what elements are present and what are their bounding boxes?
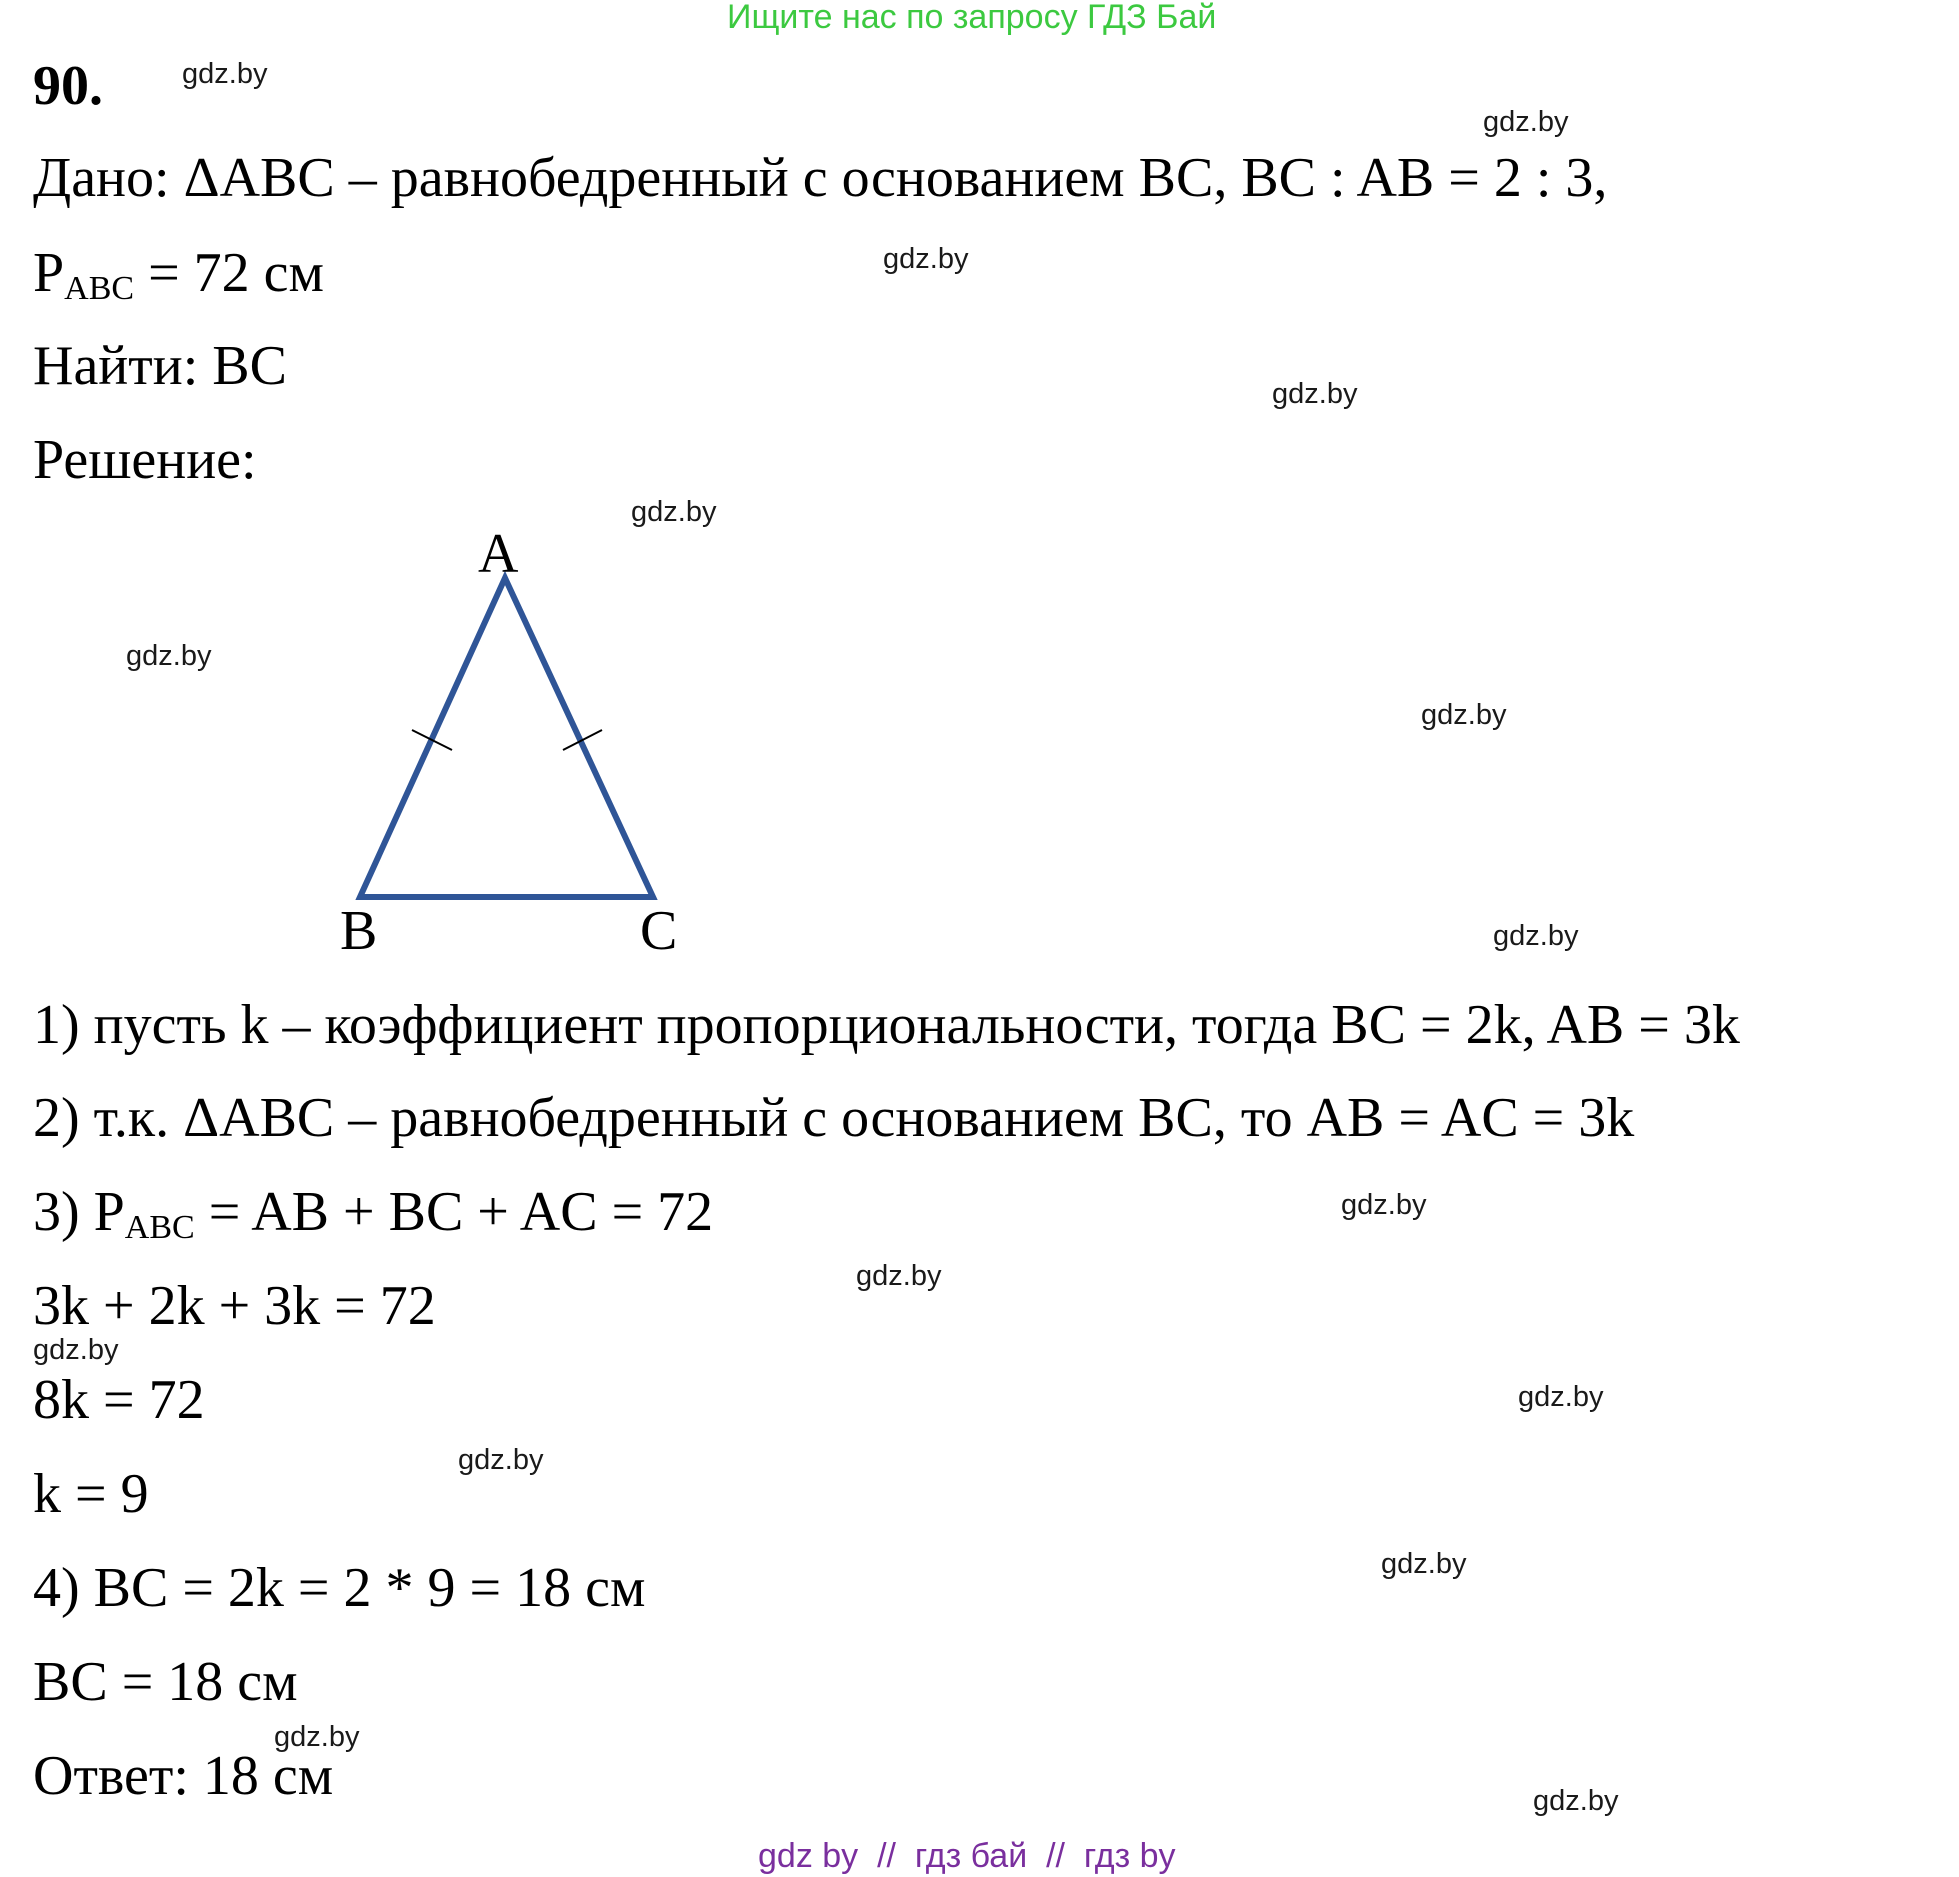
find-line: Найти: BC — [33, 335, 287, 397]
result-bc: BC = 18 см — [33, 1651, 298, 1713]
vertex-label-b: B — [340, 900, 378, 962]
watermark: gdz.by — [1421, 699, 1507, 731]
watermark: gdz.by — [1483, 106, 1569, 138]
step-4: 4) BC = 2k = 2 * 9 = 18 см — [33, 1557, 646, 1619]
equation-sum: 3k + 2k + 3k = 72 — [33, 1275, 436, 1337]
problem-number: 90. — [33, 55, 103, 117]
vertex-label-a: A — [478, 523, 519, 585]
watermark: gdz.by — [1533, 1785, 1619, 1817]
vertex-label-c: C — [640, 900, 678, 962]
watermark: gdz.by — [631, 496, 717, 528]
perimeter-subscript: ABC — [64, 270, 135, 307]
perimeter-symbol: P — [33, 242, 65, 304]
watermark: gdz.by — [856, 1260, 942, 1292]
watermark: gdz.by — [1272, 378, 1358, 410]
watermark: gdz.by — [1493, 920, 1579, 952]
step-3-prefix: 3) P — [33, 1181, 125, 1243]
step-3-subscript: ABC — [124, 1209, 195, 1246]
watermark: gdz.by — [1518, 1381, 1604, 1413]
footer-links: gdz by // гдз бай // гдз by — [758, 1837, 1176, 1875]
step-1: 1) пусть k – коэффициент пропорциональности, тогда BC = 2k, AB = 3k — [33, 994, 1740, 1056]
answer-line: Ответ: 18 см — [33, 1745, 334, 1807]
watermark: gdz.by — [182, 58, 268, 90]
top-banner: Ищите нас по запросу ГДЗ Бай — [727, 0, 1217, 36]
given-line: Дано: ΔABC – равнобедренный с основанием BC, BC : AB = 2 : 3, — [33, 147, 1608, 209]
watermark: gdz.by — [274, 1721, 360, 1753]
watermark: gdz.by — [126, 640, 212, 672]
equation-k: k = 9 — [33, 1463, 149, 1525]
watermark: gdz.by — [1341, 1189, 1427, 1221]
watermark: gdz.by — [458, 1444, 544, 1476]
solution-label: Решение: — [33, 429, 257, 491]
watermark: gdz.by — [1381, 1548, 1467, 1580]
perimeter-value: = 72 см — [134, 242, 324, 304]
step-3 — [33, 1181, 714, 1246]
equation-8k: 8k = 72 — [33, 1369, 205, 1431]
watermark: gdz.by — [33, 1334, 119, 1366]
step-3-rest: = AB + BC + AC = 72 — [194, 1181, 714, 1243]
watermark: gdz.by — [883, 243, 969, 275]
triangle-abc — [360, 578, 653, 897]
step-2: 2) т.к. ΔABC – равнобедренный с основанием BC, то AB = AC = 3k — [33, 1087, 1635, 1149]
